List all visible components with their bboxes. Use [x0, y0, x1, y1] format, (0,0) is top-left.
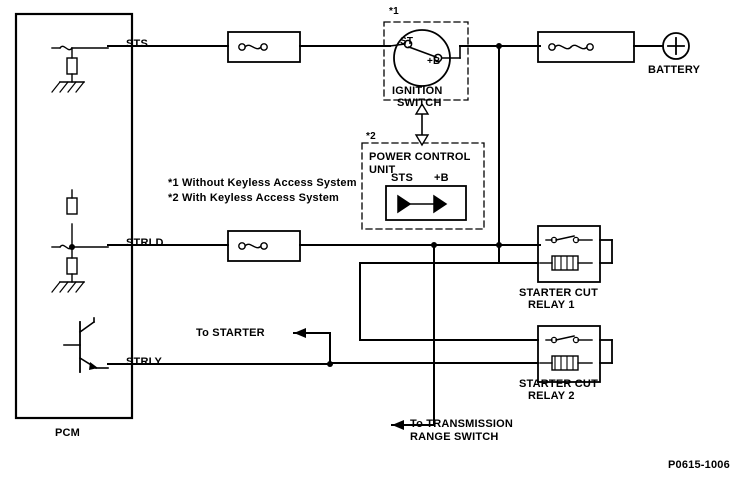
pcu-terminal-b: +B — [434, 172, 449, 184]
signal-label-strld: STRLD — [126, 237, 164, 249]
pcm-label: PCM — [55, 427, 81, 439]
starter-cut-relay-2-label-2: RELAY 2 — [528, 390, 575, 402]
pcu-terminal-sts: STS — [391, 172, 413, 184]
starter-cut-relay-1-label-1: STARTER CUT — [519, 287, 598, 299]
callout-to-transmission-range-switch-1: To TRANSMISSION — [410, 418, 514, 430]
starter-cut-relay-2-label-1: STARTER CUT — [519, 378, 598, 390]
power-control-unit-label-2: UNIT — [369, 164, 396, 176]
starter-cut-relay-1-label-2: RELAY 1 — [528, 299, 575, 311]
power-control-unit-marker: *2 — [366, 131, 376, 142]
ignition-switch-marker: *1 — [389, 6, 399, 17]
callout-to-starter: To STARTER — [196, 327, 265, 339]
note-1: *1 Without Keyless Access System — [168, 177, 357, 189]
figure-id: P0615-1006 — [668, 459, 730, 471]
power-control-unit-label-1: POWER CONTROL — [369, 151, 471, 163]
signal-label-sts: STS — [126, 38, 148, 50]
callout-to-transmission-range-switch-2: RANGE SWITCH — [410, 431, 499, 443]
ignition-terminal-st: ST — [400, 36, 414, 47]
battery-label: BATTERY — [648, 64, 701, 76]
note-2: *2 With Keyless Access System — [168, 192, 339, 204]
signal-label-strly: STRLY — [126, 356, 163, 368]
ignition-switch-label-1: IGNITION — [392, 85, 443, 97]
ignition-terminal-b: +B — [427, 56, 441, 67]
ignition-switch-label-2: SWITCH — [397, 97, 442, 109]
